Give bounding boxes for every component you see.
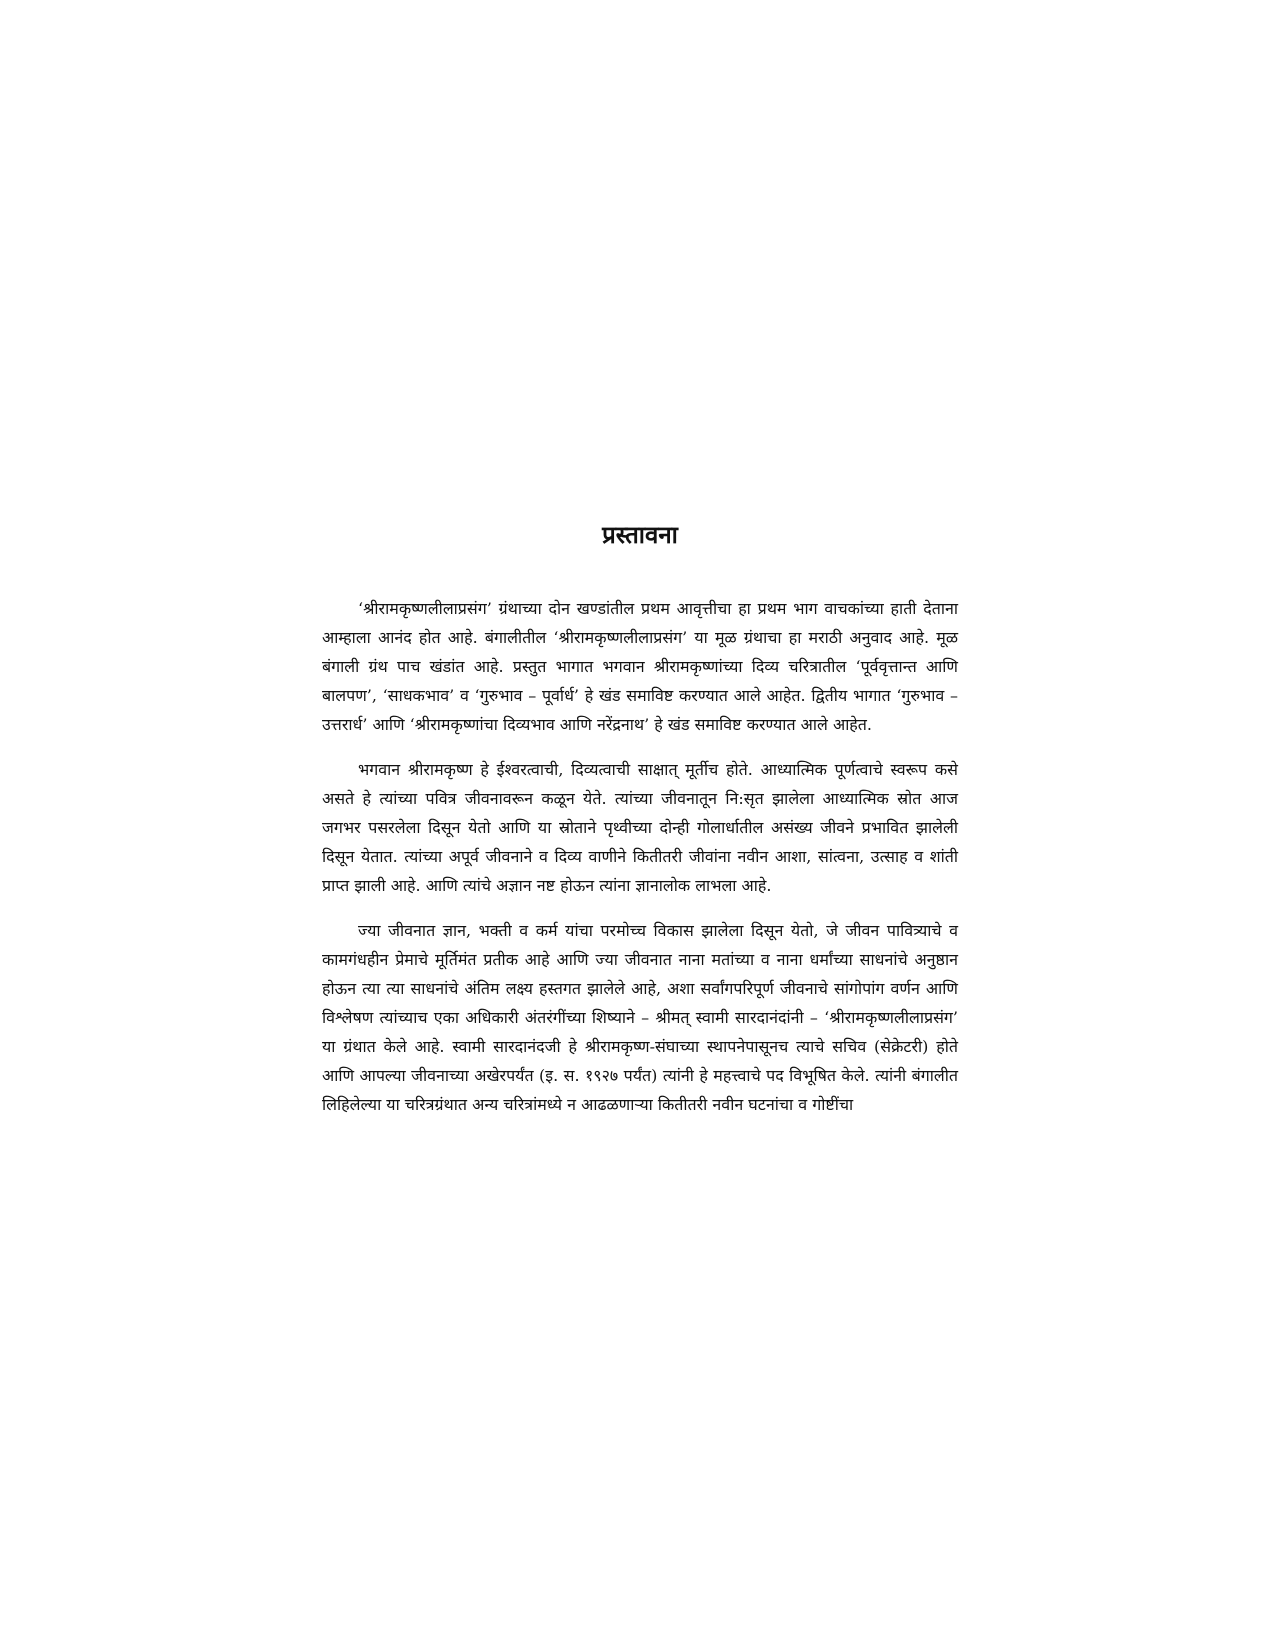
page-title: प्रस्तावना <box>602 521 678 549</box>
paragraph-3: ज्या जीवनात ज्ञान, भक्ती व कर्म यांचा परमोच्च विकास झालेला दिसून येतो, जे जीवन पावित्र्याचे व कामगंधहीन प्रेमाचे मूर्तिमंत प्रतीक आहे आणि ज्या जीवनात नाना मतांच्या व नाना धर्मांच्या साधनांचे अनुष्ठान होऊन त्या त्या साधनांचे अंतिम लक्ष्य हस्तगत झालेले आहे, अशा सर्वांगपरिपूर्ण जीवनाचे सांगोपांग वर्णन आणि विश्लेषण त्यांच्याच एका अधिकारी अंतरंगींच्या शिष्याने – श्रीमत् स्वामी सारदानंदांनी – ‘श्रीरामकृष्णलीलाप्रसंग’ या ग्रंथात केले आहे. स्वामी सारदानंदजी हे श्रीरामकृष्ण-संघाच्या स्थापनेपासूनच त्याचे सचिव (सेक्रेटरी) होते आणि आपल्या जीवनाच्या अखेरपर्यंत (इ. स. १९२७ पर्यंत) त्यांनी हे महत्त्वाचे पद विभूषित केले. त्यांनी बंगालीत लिहिलेल्या या चरित्रग्रंथात अन्य चरित्रांमध्ये न आढळणाऱ्या कितीतरी नवीन घटनांचा व गोष्टींचा <box>322 921 958 1114</box>
preface-body <box>322 520 958 1135</box>
paragraph-1: ‘श्रीरामकृष्णलीलाप्रसंग’ ग्रंथाच्या दोन खण्डांतील प्रथम आवृत्तीचा हा प्रथम भाग वाचकांच्या हाती देताना आम्हाला आनंद होत आहे. बंगालीतील ‘श्रीरामकृष्णलीलाप्रसंग’ या मूळ ग्रंथाचा हा मराठी अनुवाद आहे. मूळ बंगाली ग्रंथ पाच खंडांत आहे. प्रस्तुत भागात भगवान श्रीरामकृष्णांच्या दिव्य चरित्रातील ‘पूर्ववृत्तान्त आणि बालपण’, ‘साधकभाव’ व ‘गुरुभाव – पूर्वार्ध’ हे खंड समाविष्ट करण्यात आले आहेत. द्वितीय भागात ‘गुरुभाव – उत्तरार्ध’ आणि ‘श्रीरामकृष्णांचा दिव्यभाव आणि नरेंद्रनाथ’ हे खंड समाविष्ट करण्यात आले आहेत. <box>322 599 958 734</box>
paragraph-2: भगवान श्रीरामकृष्ण हे ईश्वरत्वाची, दिव्यत्वाची साक्षात् मूर्तीच होते. आध्यात्मिक पूर्णत्वाचे स्वरूप कसे असते हे त्यांच्या पवित्र जीवनावरून कळून येते. त्यांच्या जीवनातून नि:सृत झालेला आध्यात्मिक स्रोत आज जगभर पसरलेला दिसून येतो आणि या स्रोताने पृथ्वीच्या दोन्ही गोलार्धातील असंख्य जीवने प्रभावित झालेली दिसून येतात. त्यांच्या अपूर्व जीवनाने व दिव्य वाणीने कितीतरी जीवांना नवीन आशा, सांत्वना, उत्साह व शांती प्राप्त झाली आहे. आणि त्यांचे अज्ञान नष्ट होऊन त्यांना ज्ञानालोक लाभला आहे. <box>322 760 958 895</box>
